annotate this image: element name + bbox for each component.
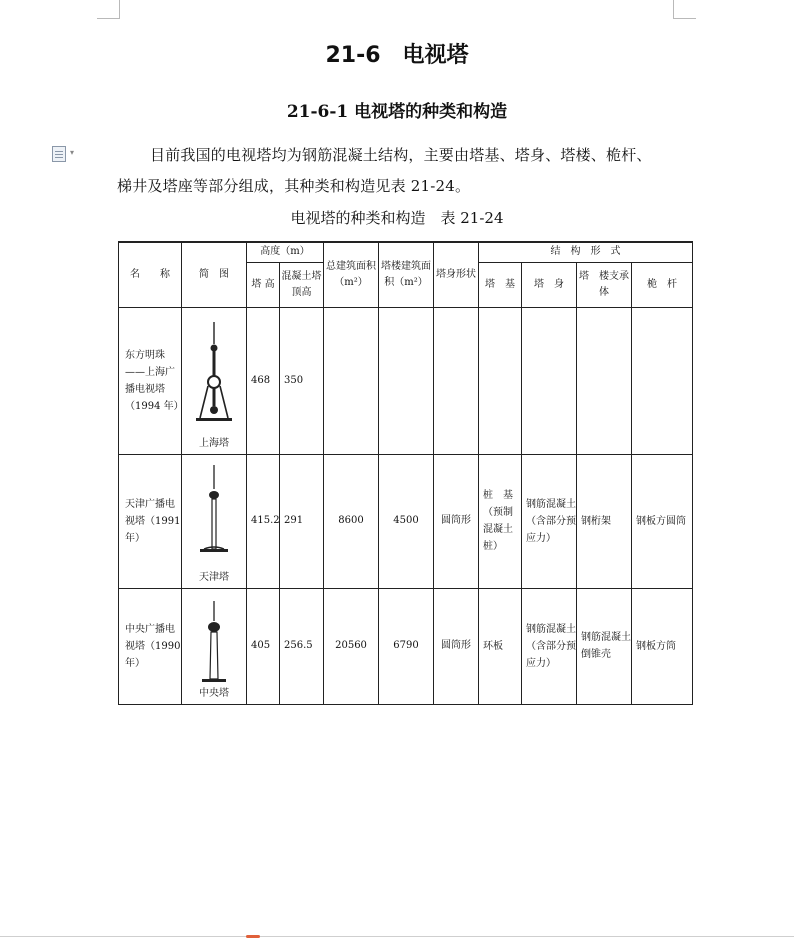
- cell-mast: [632, 307, 693, 454]
- cell-mast: 钢板方圆筒: [632, 454, 693, 588]
- header-total-area: 总建筑面积（m²）: [324, 242, 379, 307]
- paragraph-line-1: 目前我国的电视塔均为钢筋混凝土结构，主要由塔基、塔身、塔楼、桅杆、: [150, 146, 652, 164]
- cell-building-support: [577, 307, 632, 454]
- cell-body: [522, 307, 577, 454]
- header-figure: 简 图: [182, 242, 247, 307]
- cell-building-area: 4500: [379, 454, 434, 588]
- cell-foundation: 桩 基（预制混凝土桩）: [479, 454, 522, 588]
- cell-concrete-top: 350: [280, 307, 324, 454]
- section-title: 21-6 电视塔: [325, 43, 469, 68]
- header-foundation: 塔 基: [479, 262, 522, 307]
- table-caption: 电视塔的种类和构造 表 21-24: [290, 209, 504, 227]
- header-name: 名 称: [119, 242, 182, 307]
- cell-shape: 圆筒形: [434, 588, 479, 704]
- header-structure-group: 结 构 形 式: [479, 242, 693, 262]
- figure-label: 中央塔: [199, 687, 229, 699]
- cell-shape: 圆筒形: [434, 454, 479, 588]
- table-row: [119, 588, 693, 704]
- header-mast: 桅 杆: [632, 262, 693, 307]
- cell-tower-height: 468: [247, 307, 280, 454]
- tower-figure-cell: [182, 454, 247, 588]
- subsection-title: 21-6-1 电视塔的种类和构造: [286, 102, 508, 122]
- tv-tower-table: [118, 241, 693, 705]
- cell-body: 钢筋混凝土（含部分预应力）: [522, 588, 577, 704]
- cell-building-area: [379, 307, 434, 454]
- figure-label: 天津塔: [199, 571, 229, 583]
- row-name: 东方明珠——上海广播电视塔（1994 年）: [119, 307, 182, 454]
- figure-label: 上海塔: [199, 437, 229, 449]
- shanghai-tower-figure: [194, 322, 234, 422]
- cell-foundation: [479, 307, 522, 454]
- tower-figure-cell: [182, 307, 247, 454]
- central-tower-figure: [194, 601, 234, 689]
- cell-total-area: 20560: [324, 588, 379, 704]
- header-body: 塔 身: [522, 262, 577, 307]
- cell-tower-height: 405: [247, 588, 280, 704]
- cell-foundation: 环板: [479, 588, 522, 704]
- cell-building-support: 钢桁架: [577, 454, 632, 588]
- table-container: [118, 241, 687, 702]
- cursor-mark: [246, 935, 260, 938]
- page-bottom-edge: [0, 936, 794, 937]
- paragraph-line-2: 梯井及塔座等部分组成，其种类和构造见表 21-24。: [117, 177, 471, 195]
- cell-building-area: 6790: [379, 588, 434, 704]
- header-concrete-top: 混凝土塔顶高: [280, 262, 324, 307]
- cell-mast: 钢板方筒: [632, 588, 693, 704]
- cell-building-support: 钢筋混凝土倒锥壳: [577, 588, 632, 704]
- paragraph-options-icon[interactable]: [52, 146, 66, 162]
- table-row: [119, 454, 693, 588]
- header-building-support: 塔 楼支承体: [577, 262, 632, 307]
- cell-concrete-top: 256.5: [280, 588, 324, 704]
- tower-figure-cell: [182, 588, 247, 704]
- header-building-area: 塔楼建筑面积（m²）: [379, 242, 434, 307]
- header-tower-height: 塔 高: [247, 262, 280, 307]
- row-name: 中央广播电视塔（1990 年）: [119, 588, 182, 704]
- page-corner-mark-right: [673, 0, 696, 19]
- cell-total-area: [324, 307, 379, 454]
- header-shape: 塔身形状: [434, 242, 479, 307]
- table-row: [119, 307, 693, 454]
- cell-body: 钢筋混凝土（含部分预应力）: [522, 454, 577, 588]
- cell-shape: [434, 307, 479, 454]
- cell-tower-height: 415.2: [247, 454, 280, 588]
- tianjin-tower-figure: [194, 465, 234, 555]
- header-height-group: 高度（m）: [247, 242, 324, 262]
- chevron-down-icon[interactable]: ▾: [70, 148, 75, 157]
- cell-total-area: 8600: [324, 454, 379, 588]
- page-corner-mark-left: [97, 0, 120, 19]
- row-name: 天津广播电视塔（1991 年）: [119, 454, 182, 588]
- cell-concrete-top: 291: [280, 454, 324, 588]
